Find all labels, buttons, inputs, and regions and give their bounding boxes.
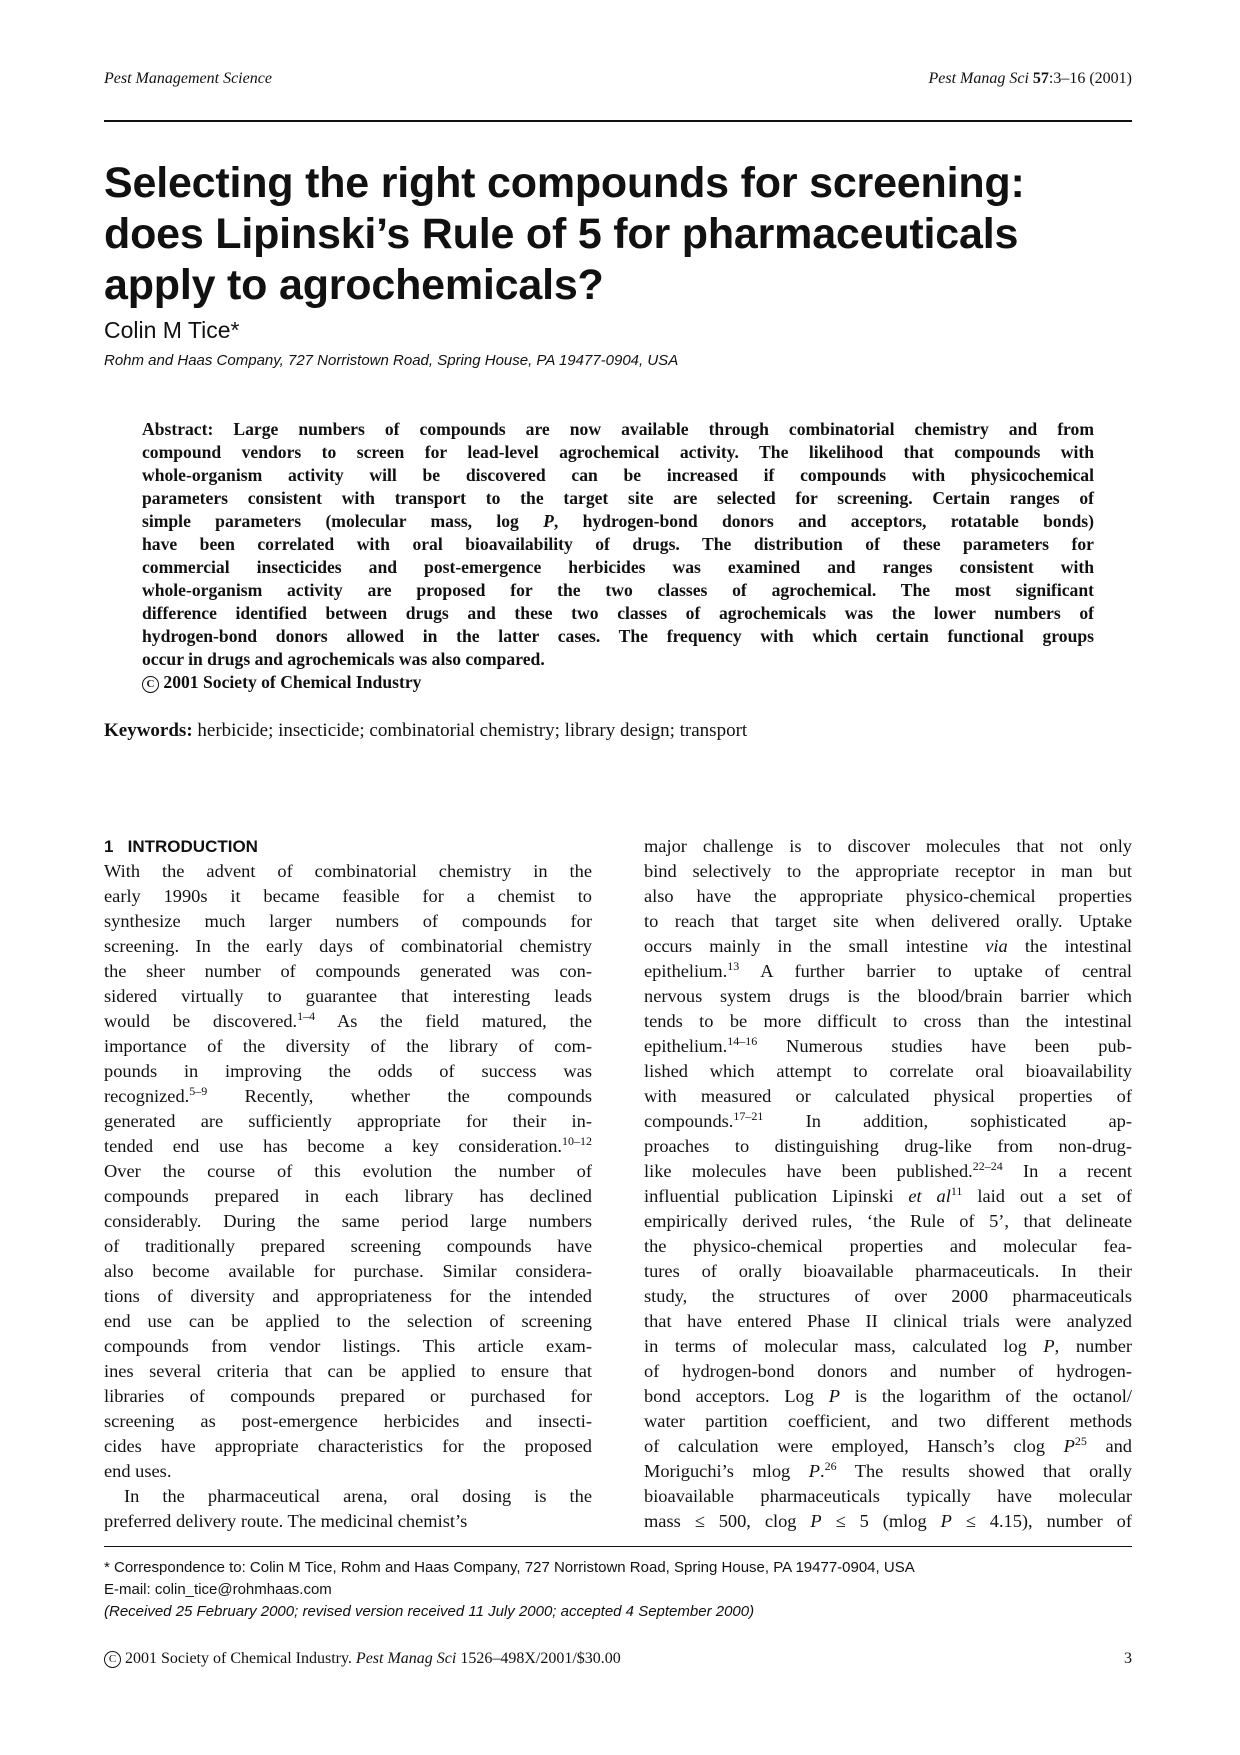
citation-ref: 25 (1074, 1433, 1087, 1448)
text-line: study, the structures of over 2000 pharmaceuticals (644, 1286, 1132, 1306)
citation-ref: 22–24 (972, 1158, 1003, 1173)
text-line: screening. In the early days of combinatorial chemistry (104, 936, 592, 956)
text-line: end use can be applied to the selection of screening (104, 1311, 592, 1331)
text-line: In the pharmaceutical arena, oral dosing is the (124, 1486, 592, 1506)
author-name: Colin M Tice* (104, 317, 240, 343)
abstract-label: Abstract: (142, 419, 214, 439)
left-column-text (104, 859, 592, 1534)
text-line: in terms of molecular mass, calculated log P, number (644, 1336, 1133, 1356)
text-line: also have the appropriate physico-chemical properties (644, 886, 1132, 906)
citation-ref: 10–12 (562, 1133, 592, 1148)
citation-ref: 13 (727, 958, 740, 973)
text-line: recognized.$^{5-9}$ Recently, whether the compounds (104, 1083, 592, 1106)
abstract-line: simple parameters (molecular mass, log P, hydrogen-bond donors and acceptors, rotatable bonds) (142, 511, 1094, 531)
text-line: mass ≤ 500, clog P ≤ 5 (mlog P ≤ 4.15), number of (644, 1511, 1133, 1531)
text-line: pounds in improving the odds of success was (104, 1061, 592, 1081)
citation-ref: 11 (950, 1183, 963, 1198)
title-line: does Lipinski’s Rule of 5 for pharmaceuticals (104, 210, 1019, 258)
footer-issn: 1526–498X/2001/$30.00 (456, 1650, 621, 1667)
title-line: apply to agrochemicals? (104, 261, 604, 309)
citation-ref: 5–9 (189, 1083, 208, 1098)
abstract-line: hydrogen-bond donors allowed in the latter cases. The frequency with which certain functional groups (142, 626, 1094, 646)
text-line: considerably. During the same period large numbers (104, 1211, 592, 1231)
text-line: with measured or calculated physical properties of (644, 1086, 1132, 1106)
left-column (104, 834, 592, 1534)
abstract (142, 418, 1094, 671)
text-line: bond acceptors. Log P is the logarithm of the octanol/ (644, 1386, 1132, 1406)
keywords-text: herbicide; insecticide; combinatorial chemistry; library design; transport (192, 720, 748, 741)
text-line: end uses. (104, 1461, 172, 1481)
text-line: With the advent of combinatorial chemistry in the (104, 861, 592, 881)
text-line: generated are sufficiently appropriate for their in- (104, 1111, 592, 1131)
text-line: compounds prepared in each library has declined (104, 1186, 592, 1206)
citation-suffix: :3–16 (2001) (1048, 70, 1132, 87)
text-line: bind selectively to the appropriate receptor in man but (644, 861, 1132, 881)
text-line: of hydrogen-bond donors and number of hydrogen- (644, 1361, 1132, 1381)
copyright-icon: C (142, 676, 159, 693)
text-line: tures of orally bioavailable pharmaceuticals. In their (644, 1261, 1132, 1281)
text-line: empirically derived rules, ‘the Rule of 5’, that delineate (644, 1211, 1132, 1231)
abstract-text: Large numbers of compounds are now available through combinatorial chemistry and from (213, 419, 1094, 439)
text-line: preferred delivery route. The medicinal chemist’s (104, 1511, 468, 1531)
citation-prefix: Pest Manag Sci (928, 70, 1033, 87)
text-line: screening as post-emergence herbicides and insecti- (104, 1411, 592, 1431)
text-line: compounds from vendor listings. This article exam- (104, 1336, 592, 1356)
text-line: proaches to distinguishing drug-like from non-drug- (644, 1136, 1132, 1156)
text-line: synthesize much larger numbers of compounds for (104, 911, 592, 931)
abstract-line: parameters consistent with transport to the target site are selected for screening. Certain ranges of (142, 488, 1094, 508)
received-note: (Received 25 February 2000; revised version received 11 July 2000; accepted 4 September 2000) (104, 1603, 755, 1620)
citation-volume: 57 (1032, 70, 1049, 87)
text-line: the sheer number of compounds generated was con- (104, 961, 592, 981)
section-number: 1 (104, 837, 114, 856)
text-line: tended end use has become a key consideration.$^{10-12}$ (104, 1133, 592, 1156)
abstract-line: difference identified between drugs and these two classes of agrochemicals was the lower numbers of (142, 603, 1094, 623)
title-line: Selecting the right compounds for screening: (104, 159, 1025, 207)
text-line: like molecules have been published.$^{22-24}$ In a recent (644, 1158, 1132, 1181)
email-note: E-mail: colin_tice@rohmhaas.com (104, 1581, 332, 1598)
page-footer (104, 1650, 1132, 1668)
abstract-line: compound vendors to screen for lead-level agrochemical activity. The likelihood that compounds with (142, 442, 1094, 462)
citation-ref: 14–16 (727, 1033, 758, 1048)
text-line: nervous system drugs is the blood/brain barrier which (644, 986, 1132, 1006)
citation-ref: 17–21 (733, 1108, 764, 1123)
text-line: to reach that target site when delivered orally. Uptake (644, 911, 1132, 931)
abstract-line (142, 418, 1094, 441)
text-line: importance of the diversity of the library of com- (104, 1036, 592, 1056)
text-line: would be discovered.$^{1-4}$ As the field matured, the (104, 1008, 592, 1031)
abstract-copyright (142, 672, 421, 693)
footnote-rule (104, 1546, 1132, 1547)
text-line: early 1990s it became feasible for a chemist to (104, 886, 592, 906)
journal-name: Pest Management Science (104, 70, 272, 87)
citation-ref: 26 (824, 1458, 837, 1473)
right-column-text (644, 834, 1132, 1534)
right-column (644, 834, 1132, 1534)
section-title: INTRODUCTION (127, 837, 258, 856)
text-line: cides have appropriate characteristics for the proposed (104, 1436, 592, 1456)
page-number: 3 (1124, 1650, 1132, 1667)
keywords (104, 720, 747, 742)
abstract-line: whole-organism activity will be discovered can be increased if compounds with physicochemical (142, 465, 1094, 485)
abstract-line: occur in drugs and agrochemicals was also compared. (142, 649, 545, 669)
text-line: epithelium.$^{14-16}$ Numerous studies have been pub- (644, 1033, 1132, 1056)
text-line: that have entered Phase II clinical trials were analyzed (644, 1311, 1132, 1331)
text-line: also become available for purchase. Similar considera- (104, 1261, 592, 1281)
text-line: occurs mainly in the small intestine via the intestinal (644, 936, 1132, 956)
text-line: the physico-chemical properties and molecular fea- (644, 1236, 1132, 1256)
text-line: tions of diversity and appropriateness for the intended (104, 1286, 592, 1306)
abstract-copyright-text: 2001 Society of Chemical Industry (163, 672, 422, 692)
text-line: bioavailable pharmaceuticals typically have molecular (644, 1486, 1132, 1506)
citation-ref: 1–4 (297, 1008, 316, 1023)
section-heading (104, 834, 592, 859)
author-affiliation: Rohm and Haas Company, 727 Norristown Road, Spring House, PA 19477-0904, USA (104, 352, 679, 369)
copyright-icon: C (104, 1651, 121, 1668)
text-line: of calculation were employed, Hansch’s clog $P^{25}$ and (644, 1433, 1132, 1456)
text-line: Moriguchi’s mlog P.$^{26}$ The results showed that orally (644, 1458, 1132, 1481)
abstract-line: commercial insecticides and post-emergence herbicides was examined and ranges consistent with (142, 557, 1094, 577)
text-line: tends to be more difficult to cross than the intestinal (644, 1011, 1132, 1031)
text-line: of traditionally prepared screening compounds have (104, 1236, 592, 1256)
footnotes (104, 1557, 1132, 1623)
text-line: influential publication Lipinski et $al^{11}$ laid out a set of (644, 1183, 1132, 1206)
abstract-line: whole-organism activity are proposed for the two classes of agrochemical. The most significant (142, 580, 1094, 600)
text-line: epithelium.$^{13}$ A further barrier to uptake of central (644, 958, 1132, 981)
running-head (104, 70, 1132, 94)
text-line: libraries of compounds prepared or purchased for (104, 1386, 592, 1406)
text-line: compounds.$^{17-21}$ In addition, sophisticated ap- (644, 1108, 1132, 1131)
text-line: Over the course of this evolution the number of (104, 1161, 592, 1181)
keywords-label: Keywords: (104, 720, 193, 741)
text-line: major challenge is to discover molecules that not only (644, 836, 1132, 856)
footer-journal: Pest Manag Sci (355, 1650, 457, 1667)
text-line: sidered virtually to guarantee that interesting leads (104, 986, 592, 1006)
article-title (104, 158, 1144, 311)
text-line: ines several criteria that can be applied to ensure that (104, 1361, 592, 1381)
footer-copyright: 2001 Society of Chemical Industry. (121, 1650, 356, 1667)
correspondence-note: * Correspondence to: Colin M Tice, Rohm and Haas Company, 727 Norristown Road, Spring House, PA 19477-0904, USA (104, 1559, 915, 1576)
abstract-line: have been correlated with oral bioavailability of drugs. The distribution of these parameters for (142, 534, 1094, 554)
journal-citation (928, 70, 1132, 88)
text-line: water partition coefficient, and two different methods (644, 1411, 1132, 1431)
text-line: lished which attempt to correlate oral bioavailability (644, 1061, 1132, 1081)
header-rule (104, 120, 1132, 122)
